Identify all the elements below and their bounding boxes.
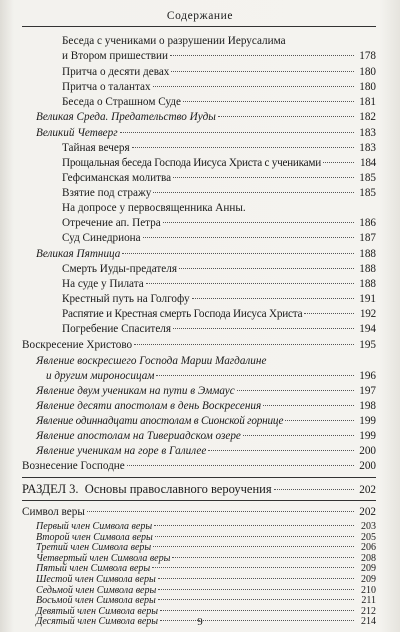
toc-entry [36, 553, 376, 564]
toc-entry [62, 262, 376, 276]
dot-leader [173, 177, 354, 178]
dot-leader [285, 420, 354, 421]
toc-entry-text: Распятие и Крестная смерть Господа Иисуса Христа [62, 308, 303, 320]
toc-page-number: 180 [359, 81, 376, 93]
dot-leader [134, 344, 354, 345]
dot-leader [274, 489, 354, 490]
toc-page-number: 182 [359, 111, 376, 123]
toc-entry-text: На суде у Пилата [62, 278, 144, 290]
toc-entry-text: Второй член Символа веры [36, 531, 153, 543]
toc-entry [36, 429, 376, 443]
toc-entry-text: Явление воскресшего Господа Марии Магдалине [36, 355, 267, 367]
dot-leader [158, 578, 354, 579]
toc-page-number: 191 [359, 293, 376, 305]
toc-page-number: 180 [359, 66, 376, 78]
dot-leader [304, 313, 354, 314]
dot-leader [155, 536, 354, 537]
toc-page-number: 203 [361, 521, 376, 532]
dot-leader [153, 86, 354, 87]
toc-page-number: 183 [359, 127, 376, 139]
dot-leader [152, 567, 354, 568]
toc-entry-text: Беседа с учениками о разрушении Иерусалима [62, 35, 286, 47]
toc-entry-text: Крестный путь на Голгофу [62, 293, 190, 305]
toc-entry-text: и Втором пришествии [62, 50, 168, 62]
toc-entry [62, 141, 376, 155]
toc-entry [36, 521, 376, 532]
toc-entry-text: Гефсиманская молитва [62, 172, 172, 184]
toc-page-number: 187 [359, 232, 376, 244]
toc-entry-text: Отречение ап. Петра [62, 217, 161, 229]
dot-leader [153, 546, 354, 547]
toc-page-number: 181 [359, 96, 376, 108]
toc-page-number: 194 [359, 323, 376, 335]
toc-entry [36, 247, 376, 261]
toc-entry-text: Явление апостолам на Тивериадском озере [36, 430, 241, 442]
toc-page-number: 209 [361, 574, 376, 585]
toc-entry [62, 65, 376, 79]
toc-entry [36, 399, 376, 413]
toc-entry-text: Десятый член Символа веры [36, 616, 159, 628]
toc-page-number: 178 [359, 50, 376, 62]
page-number: 9 [197, 616, 203, 628]
toc-page-number: 205 [361, 531, 376, 543]
dot-leader [122, 253, 354, 254]
header-rule [22, 26, 376, 27]
dot-leader [208, 450, 354, 451]
toc-entry-text: Первый член Символа веры [36, 521, 153, 532]
toc-page-number: 212 [361, 605, 376, 617]
toc-entry [62, 49, 376, 63]
dot-leader [173, 328, 354, 329]
toc-page-number: 200 [359, 460, 376, 472]
toc-entry [36, 384, 376, 398]
toc-page-number: 198 [359, 400, 376, 412]
toc-entry-text: Тайная вечеря [62, 142, 130, 154]
toc-entry-text: Великая Среда. Предательство Иуды [36, 111, 216, 123]
toc-page-number: 184 [359, 157, 376, 169]
section-heading [22, 482, 376, 497]
toc-entry [62, 80, 376, 94]
dot-leader [156, 375, 354, 376]
toc-page-number: 208 [361, 552, 376, 564]
dot-leader [172, 557, 354, 558]
toc-entry-text: Пятый член Символа веры [36, 563, 151, 575]
toc-entry-text: Суд Синедриона [62, 232, 141, 244]
toc-entry [36, 595, 376, 606]
toc-entry [36, 574, 376, 585]
dot-leader [243, 435, 354, 436]
toc-entry-text: Явление десяти апостолам в день Воскресения [36, 400, 262, 412]
toc-entry [62, 277, 376, 291]
toc-entry [62, 216, 376, 230]
toc-page-number: 188 [359, 263, 376, 275]
toc-entry-text: Шестой член Символа веры [36, 574, 156, 585]
toc-page-number: 199 [359, 415, 376, 427]
toc-page-number: 206 [361, 542, 376, 554]
toc-entry-text: Смерть Иуды-предателя [62, 263, 177, 275]
toc-page-number: 200 [359, 445, 376, 457]
dot-leader [183, 101, 354, 102]
toc-page-number: 188 [359, 278, 376, 290]
dot-leader [237, 390, 354, 391]
section-title: РАЗДЕЛ 3. Основы православного вероучения [22, 482, 272, 496]
toc-entry-text: Седьмой член Символа веры [36, 584, 157, 596]
dot-leader [120, 132, 354, 133]
toc-entry [36, 444, 376, 458]
toc-entry [22, 459, 376, 473]
toc-entry [62, 292, 376, 306]
toc-page-number: 185 [359, 172, 376, 184]
dot-leader [154, 525, 354, 526]
toc-entry-text: Четвертый член Символа веры [36, 552, 171, 564]
dot-leader [160, 610, 354, 611]
toc-entry-text: Беседа о Страшном Суде [62, 96, 181, 108]
toc-entry-text: Великий Четверг [36, 127, 118, 139]
dot-leader [143, 237, 354, 238]
toc-page-number: 202 [359, 484, 376, 496]
dot-leader [158, 599, 354, 600]
running-header: Содержание [166, 10, 234, 22]
toc-page-number: 210 [361, 584, 376, 596]
toc-entry [22, 505, 376, 519]
toc-entry-text: Третий член Символа веры [36, 542, 152, 554]
toc-entry-text: Явление ученикам на горе в Галилее [36, 445, 207, 457]
toc-entry [46, 369, 376, 383]
dot-leader [170, 55, 354, 56]
dot-leader [192, 298, 354, 299]
toc-entry [62, 171, 376, 185]
toc-page-number: 197 [359, 385, 376, 397]
toc-entry [36, 542, 376, 553]
toc-page-number: 192 [359, 308, 376, 320]
toc-entry [62, 231, 376, 245]
dot-leader [146, 283, 354, 284]
dot-leader [171, 71, 354, 72]
toc-page-number: 183 [359, 142, 376, 154]
dot-leader [132, 147, 354, 148]
toc-page-number: 186 [359, 217, 376, 229]
toc-entry [36, 126, 376, 140]
toc-entry [36, 414, 376, 428]
toc-entry [36, 110, 376, 124]
toc-entry [62, 186, 376, 200]
toc-entry-text: Воскресение Христово [22, 339, 133, 351]
toc-entry-text: Погребение Спасителя [62, 323, 172, 335]
toc-page-number: 202 [359, 506, 376, 518]
toc-page-number: 195 [359, 339, 376, 351]
toc-entry-text: Вознесение Господне [22, 460, 125, 472]
toc-page-number: 214 [361, 616, 376, 628]
toc-entry-text: Взятие под стражу [62, 187, 152, 199]
dot-leader [158, 589, 354, 590]
dot-leader [127, 465, 354, 466]
toc-entry-text: Притча о десяти девах [62, 66, 170, 78]
dot-leader [153, 192, 354, 193]
toc-entry [62, 322, 376, 336]
toc-entry [36, 585, 376, 596]
dot-leader [218, 116, 354, 117]
toc-entry-text: Девятый член Символа веры [36, 605, 158, 617]
toc-entry [62, 95, 376, 109]
toc-entry-text: Символ веры [22, 506, 85, 518]
toc-entry-text: Притча о талантах [62, 81, 151, 93]
toc-entry-text: Явление одиннадцати апостолам в Сионской горнице [36, 415, 284, 427]
section-rule [22, 477, 376, 478]
section-rule [22, 500, 376, 501]
toc-entry [36, 563, 376, 574]
toc-entry-text: Восьмой член Символа веры [36, 595, 156, 607]
dot-leader [323, 162, 354, 163]
dot-leader [263, 405, 354, 406]
toc-page-number: 209 [361, 563, 376, 575]
toc-page-number: 199 [359, 430, 376, 442]
toc-entry-text: Явление двум ученикам на пути в Эммаус [36, 385, 235, 397]
toc-entry [22, 338, 376, 352]
toc-entry [62, 307, 376, 321]
toc-entry-text: На допросе у первосвященника Анны. [62, 202, 246, 214]
toc-page-number: 188 [359, 248, 376, 260]
toc-page-number: 185 [359, 187, 376, 199]
toc-entry [36, 532, 376, 543]
dot-leader [87, 511, 354, 512]
toc-entry-text: Великая Пятница [36, 248, 121, 260]
toc-entry-text: и другим мироносицам [46, 370, 155, 382]
dot-leader [163, 222, 354, 223]
dot-leader [179, 268, 354, 269]
toc-page-number: 211 [361, 595, 376, 607]
toc-page-number: 196 [359, 370, 376, 382]
toc-entry-text: Прощальная беседа Господа Иисуса Христа с учениками [62, 157, 321, 169]
toc-entry [62, 156, 376, 170]
